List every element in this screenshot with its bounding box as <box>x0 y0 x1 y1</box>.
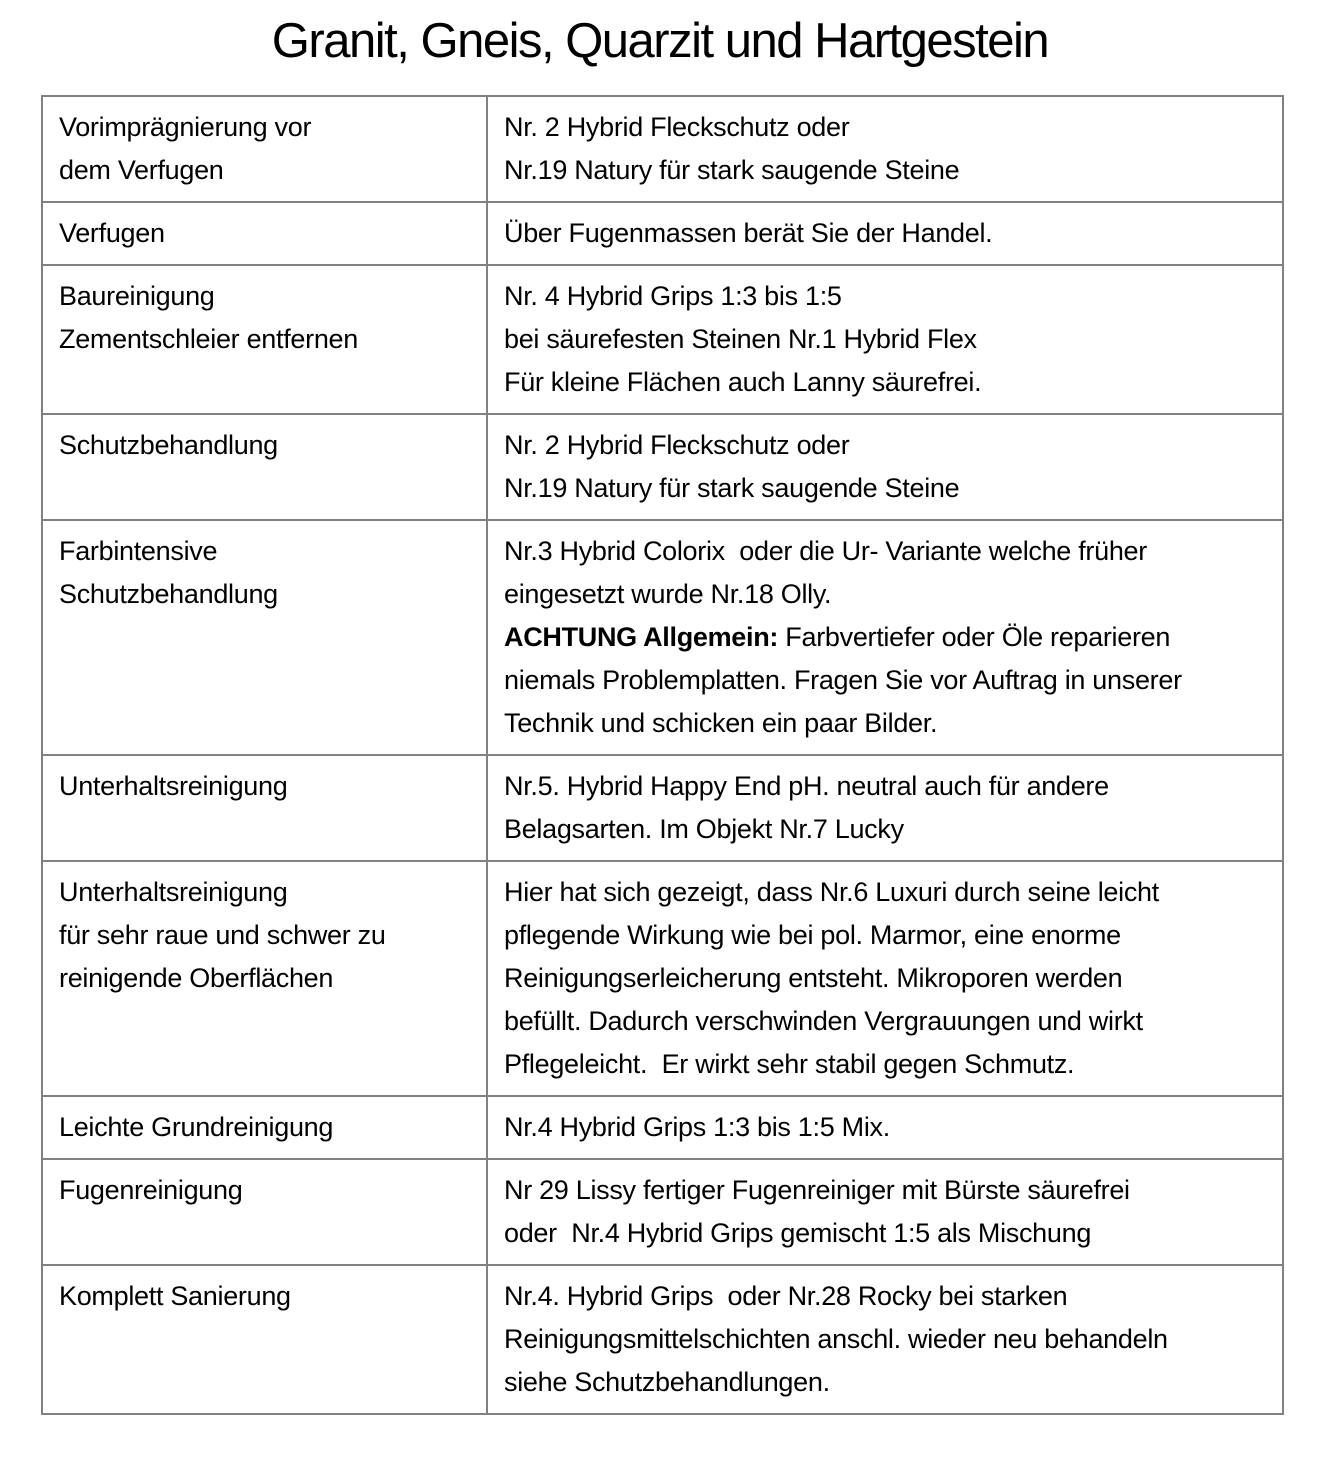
content-line <box>504 1000 1266 1043</box>
content-line <box>504 1361 1266 1404</box>
content-line <box>504 318 1266 361</box>
content-line <box>504 1043 1266 1086</box>
row-label-cell <box>42 265 487 414</box>
content-segment: bei säurefesten Steinen Nr.1 Hybrid Flex <box>504 324 977 354</box>
row-label-cell <box>42 414 487 520</box>
content-segment: Für kleine Flächen auch Lanny säurefrei. <box>504 367 982 397</box>
label-line: Baureinigung <box>59 281 215 311</box>
content-segment: Hier hat sich gezeigt, dass Nr.6 Luxuri durch seine leicht <box>504 877 1159 907</box>
row-label-cell <box>42 96 487 202</box>
label-line: Vorimprägnierung vor <box>59 112 312 142</box>
content-line <box>504 808 1266 851</box>
content-segment: Nr. 2 Hybrid Fleckschutz oder <box>504 112 850 142</box>
content-line <box>504 765 1266 808</box>
row-content-cell <box>487 520 1283 755</box>
label-line: Komplett Sanierung <box>59 1281 291 1311</box>
label-line: Farbintensive <box>59 536 218 566</box>
content-line <box>504 530 1266 573</box>
stone-care-table <box>41 95 1284 1415</box>
row-label-cell <box>42 520 487 755</box>
content-line <box>504 616 1266 659</box>
table-row <box>42 414 1283 520</box>
content-line <box>504 212 1266 255</box>
table-row <box>42 202 1283 265</box>
content-segment: Reinigungsmittelschichten anschl. wieder neu behandeln <box>504 1324 1168 1354</box>
row-content-cell <box>487 202 1283 265</box>
content-line <box>504 702 1266 745</box>
content-line <box>504 659 1266 702</box>
content-line <box>504 914 1266 957</box>
content-line <box>504 1275 1266 1318</box>
content-line <box>504 361 1266 404</box>
content-segment: Reinigungserleicherung entsteht. Mikroporen werden <box>504 963 1123 993</box>
label-line: Verfugen <box>59 218 165 248</box>
row-content-cell <box>487 861 1283 1096</box>
content-line <box>504 957 1266 1000</box>
content-line <box>504 275 1266 318</box>
content-segment: Nr.4 Hybrid Grips 1:3 bis 1:5 Mix. <box>504 1112 890 1142</box>
label-line: Unterhaltsreinigung <box>59 877 288 907</box>
content-segment: oder Nr.4 Hybrid Grips gemischt 1:5 als Mischung <box>504 1218 1092 1248</box>
content-segment: Nr.4. Hybrid Grips oder Nr.28 Rocky bei starken <box>504 1281 1068 1311</box>
content-segment: Nr. 2 Hybrid Fleckschutz oder <box>504 430 850 460</box>
row-content-cell <box>487 96 1283 202</box>
row-content-cell <box>487 1159 1283 1265</box>
content-segment: eingesetzt wurde Nr.18 Olly. <box>504 579 832 609</box>
row-label-cell <box>42 755 487 861</box>
content-segment: befüllt. Dadurch verschwinden Vergrauungen und wirkt <box>504 1006 1143 1036</box>
row-label-cell <box>42 1159 487 1265</box>
content-segment: Nr.3 Hybrid Colorix oder die Ur- Variante welche früher <box>504 536 1147 566</box>
content-segment: Farbvertiefer oder Öle reparieren <box>778 622 1171 652</box>
label-line: Schutzbehandlung <box>59 430 278 460</box>
content-line <box>504 1212 1266 1255</box>
table-row <box>42 520 1283 755</box>
content-line <box>504 1169 1266 1212</box>
row-content-cell <box>487 1265 1283 1414</box>
table-row <box>42 265 1283 414</box>
row-content-cell <box>487 265 1283 414</box>
content-segment: Technik und schicken ein paar Bilder. <box>504 708 938 738</box>
content-segment: Nr.5. Hybrid Happy End pH. neutral auch für andere <box>504 771 1109 801</box>
label-line: Leichte Grundreinigung <box>59 1112 334 1142</box>
table-row <box>42 861 1283 1096</box>
content-segment: Pflegeleicht. Er wirkt sehr stabil gegen Schmutz. <box>504 1049 1075 1079</box>
content-segment: Über Fugenmassen berät Sie der Handel. <box>504 218 993 248</box>
content-segment: Nr 29 Lissy fertiger Fugenreiniger mit Bürste säurefrei <box>504 1175 1130 1205</box>
table-row <box>42 96 1283 202</box>
content-segment: siehe Schutzbehandlungen. <box>504 1367 830 1397</box>
row-label-cell <box>42 202 487 265</box>
label-line: Schutzbehandlung <box>59 579 278 609</box>
row-label-cell <box>42 861 487 1096</box>
label-line: Fugenreinigung <box>59 1175 243 1205</box>
content-bold-segment: ACHTUNG Allgemein: <box>504 622 779 652</box>
content-segment: Nr.19 Natury für stark saugende Steine <box>504 473 960 503</box>
label-line: Unterhaltsreinigung <box>59 771 288 801</box>
content-line <box>504 467 1266 510</box>
content-line <box>504 1318 1266 1361</box>
row-content-cell <box>487 414 1283 520</box>
content-line <box>504 573 1266 616</box>
row-label-cell <box>42 1265 487 1414</box>
label-line: reinigende Oberflächen <box>59 963 334 993</box>
content-segment: niemals Problemplatten. Fragen Sie vor Auftrag in unserer <box>504 665 1182 695</box>
content-segment: pflegende Wirkung wie bei pol. Marmor, eine enorme <box>504 920 1121 950</box>
content-segment: Belagsarten. Im Objekt Nr.7 Lucky <box>504 814 904 844</box>
content-line <box>504 871 1266 914</box>
table-row <box>42 1265 1283 1414</box>
row-label-cell <box>42 1096 487 1159</box>
content-segment: Nr. 4 Hybrid Grips 1:3 bis 1:5 <box>504 281 842 311</box>
label-line: dem Verfugen <box>59 155 224 185</box>
row-content-cell <box>487 755 1283 861</box>
label-line: für sehr raue und schwer zu <box>59 920 386 950</box>
table-row <box>42 755 1283 861</box>
content-segment: Nr.19 Natury für stark saugende Steine <box>504 155 960 185</box>
page-title: Granit, Gneis, Quarzit und Hartgestein <box>271 14 1049 68</box>
table-row <box>42 1159 1283 1265</box>
document-page <box>0 10 1320 1415</box>
table-row <box>42 1096 1283 1159</box>
content-line <box>504 424 1266 467</box>
label-line: Zementschleier entfernen <box>59 324 358 354</box>
content-line <box>504 1106 1266 1149</box>
content-line <box>504 149 1266 192</box>
row-content-cell <box>487 1096 1283 1159</box>
content-line <box>504 106 1266 149</box>
